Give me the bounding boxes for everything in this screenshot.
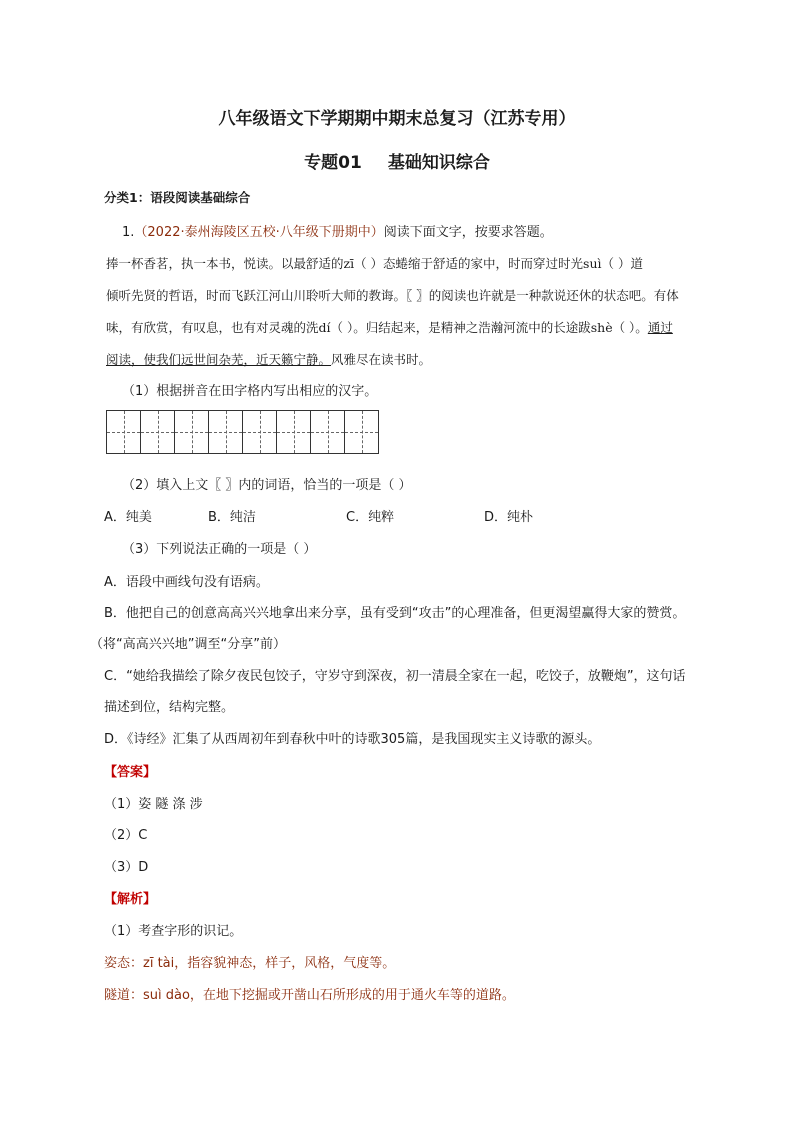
topic-heading: [0, 148, 794, 173]
sub-question-3-option-c-cont: 描述到位，结构完整。: [104, 700, 235, 715]
sub-question-2: （2）填入上文〖 〗内的词语，恰当的一项是（ ）: [122, 478, 412, 493]
category-heading: 分类1：语段阅读基础综合: [104, 190, 251, 205]
document-title: 八年级语文下学期期中期末总复习（江苏专用）: [218, 109, 576, 129]
sub-question-1: （1）根据拼音在田字格内写出相应的汉字。: [122, 384, 378, 399]
analysis-heading: 【解析】: [104, 892, 157, 907]
passage-line-1: 捧一杯香茗，执一本书，悦读。以最舒适的zī（ ）态蜷缩于舒适的家中，时而穿过时光suì（ ）道: [106, 256, 643, 271]
answer-1: （1）姿 隧 涤 涉: [104, 797, 203, 812]
question-source: （2022·泰州海陵区五校·八年级下册期中）: [134, 225, 384, 240]
analysis-line-3: 隧道：suì dào，在地下挖掘或开凿山石所形成的用于通火车等的道路。: [104, 988, 515, 1003]
tianzige-cell[interactable]: [208, 410, 243, 454]
analysis-line-1: （1）考查字形的识记。: [104, 924, 243, 939]
tianzige-cell[interactable]: [242, 410, 277, 454]
sub-question-3-option-d: D．《诗经》汇集了从西周初年到春秋中叶的诗歌305篇，是我国现实主义诗歌的源头。: [104, 732, 601, 747]
sub-question-3: （3）下列说法正确的一项是（ ）: [122, 542, 317, 557]
question-number: 1.: [122, 225, 135, 240]
tianzige-cell[interactable]: [140, 410, 175, 454]
option-a: A．纯美: [104, 510, 152, 525]
analysis-line-2: 姿态：zī tài，指容貌神态，样子，风格，气度等。: [104, 956, 396, 971]
option-d: D．纯朴: [484, 510, 534, 525]
tianzige-cell[interactable]: [344, 410, 379, 454]
question-header: [122, 221, 553, 240]
tianzige-cell[interactable]: [310, 410, 345, 454]
option-c: C．纯粹: [346, 510, 395, 525]
sub-question-3-option-a: A．语段中画线句没有语病。: [104, 575, 269, 590]
tianzige-cell[interactable]: [276, 410, 311, 454]
sub-question-3-option-c: C．“她给我描绘了除夕夜民包饺子，守岁守到深夜，初一清晨全家在一起，吃饺子，放鞭炮”，这句话: [104, 669, 686, 684]
tianzige-cell[interactable]: [174, 410, 209, 454]
passage-line-3: [106, 318, 673, 336]
passage-line-3-text: 味，有欣赏，有叹息，也有对灵魂的洗dí（ ）。归结起来，是精神之浩瀚河流中的长途跋shè（ ）。: [106, 320, 648, 335]
topic-name: 基础知识综合: [387, 153, 490, 173]
answer-2: （2）C: [104, 828, 148, 843]
topic-number: 专题01: [304, 153, 362, 173]
sub-question-3-option-b-note: （将“高高兴兴地”调至“分享”前）: [90, 637, 286, 652]
passage-line-4-text: 风雅尽在读书时。: [331, 352, 432, 367]
answer-3: （3）D: [104, 860, 149, 875]
underlined-sentence-part-1: 通过: [647, 320, 673, 335]
underlined-sentence-part-2: 阅读，使我们远世间杂芜，近天籁宁静。: [106, 352, 332, 367]
tianzige-grid: [106, 410, 378, 454]
answer-heading: 【答案】: [104, 765, 157, 780]
question-instruction: 阅读下面文字，按要求答题。: [383, 225, 553, 240]
sub-question-3-option-b: B．他把自己的创意高高兴兴地拿出来分享，虽有受到“攻击”的心理准备，但更渴望赢得大家的赞赏。: [104, 606, 686, 621]
passage-line-2: 倾听先贤的哲语，时而飞跃江河山川聆听大师的教诲。〖 〗的阅读也许就是一种款说还休的状态吧。有体: [106, 288, 679, 303]
tianzige-cell[interactable]: [106, 410, 141, 454]
option-b: B．纯洁: [208, 510, 256, 525]
passage-line-4: [106, 350, 431, 368]
